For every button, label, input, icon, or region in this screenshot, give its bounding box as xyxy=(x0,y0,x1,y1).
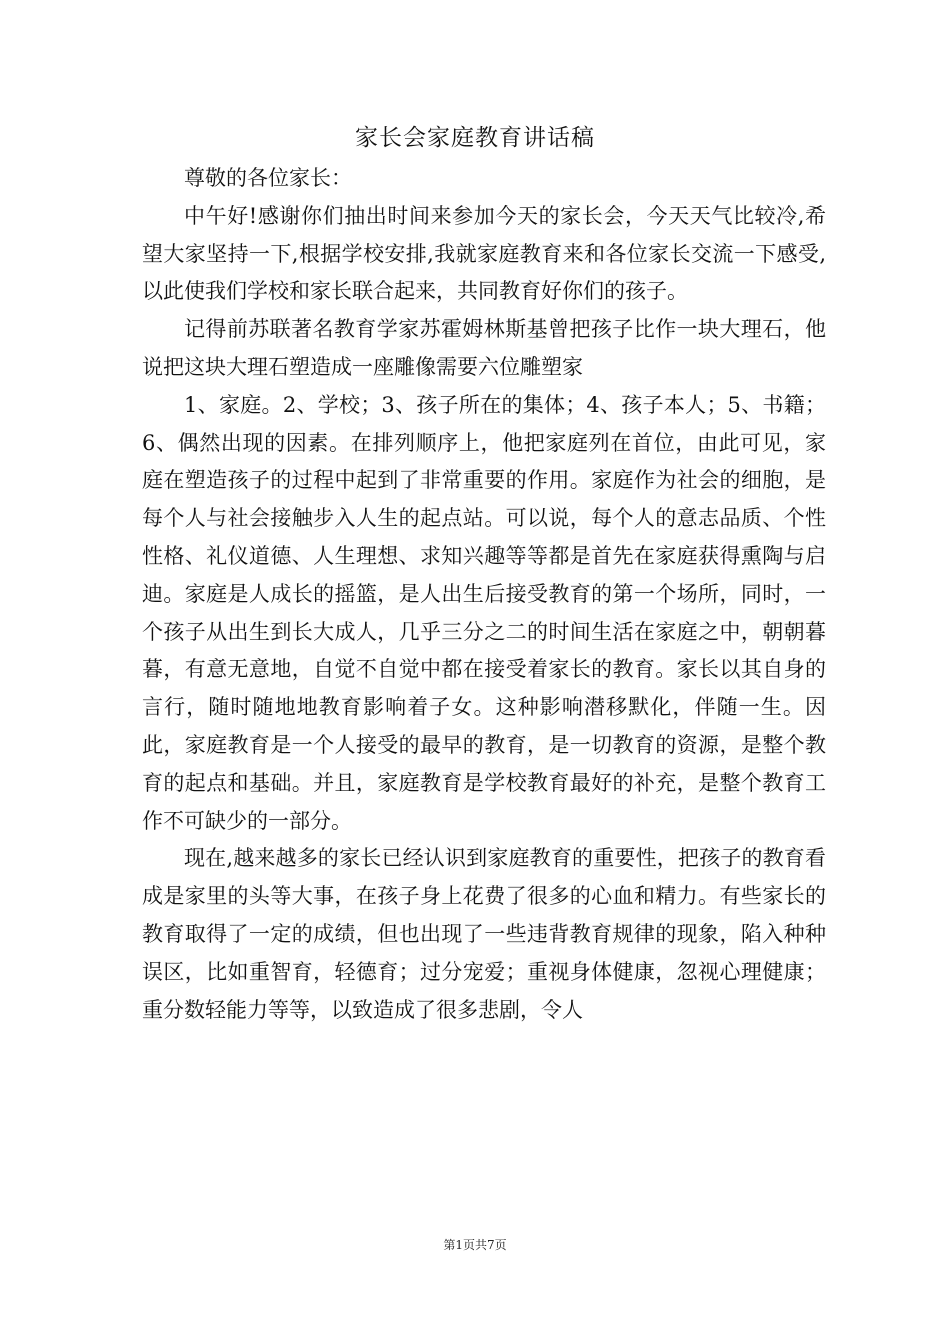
document-body xyxy=(142,160,826,1029)
salutation-paragraph: 尊敬的各位家长： xyxy=(184,166,352,190)
current-situation-paragraph: 现在,越来越多的家长已经认识到家庭教育的重要性，把孩子的教育看成是家里的头等大事，在孩子身上花费了很多的心血和精力。有些家长的教育取得了一定的成绩，但也出现了一些违背教育规律的现象，陷入种种误区，比如重智育，轻德育；过分宠爱；重视身体健康，忽视心理健康；重分数轻能力等等，以致造成了很多悲剧，令人 xyxy=(142,846,826,1022)
greeting-paragraph: 中午好!感谢你们抽出时间来参加今天的家长会，今天天气比较冷,希望大家坚持一下,根据学校安排,我就家庭教育来和各位家长交流一下感受,以此使我们学校和家长联合起来，共同教育好你们的孩子。 xyxy=(142,203,826,304)
document-title: 家长会家庭教育讲话稿 xyxy=(355,125,595,151)
quote-paragraph: 记得前苏联著名教育学家苏霍姆林斯基曾把孩子比作一块大理石，他说把这块大理石塑造成一座雕像需要六位雕塑家 xyxy=(142,317,826,379)
page-footer: 第1页共7页 xyxy=(443,1238,507,1252)
six-sculptors-paragraph: 1、家庭。2、学校；3、孩子所在的集体；4、孩子本人；5、书籍；6、偶然出现的因素。在排列顺序上，他把家庭列在首位，由此可见，家庭在塑造孩子的过程中起到了非常重要的作用。家庭作为社会的细胞，是每个人与社会接触步入人生的起点站。可以说，每个人的意志品质、个性性格、礼仪道德、人生理想、求知兴趣等等都是首先在家庭获得熏陶与启迪。家庭是人成长的摇篮，是人出生后接受教育的第一个场所，同时，一个孩子从出生到长大成人，几乎三分之二的时间生活在家庭之中，朝朝暮暮，有意无意地，自觉不自觉中都在接受着家长的教育。家长以其自身的言行，随时随地地教育影响着子女。这种影响潜移默化，伴随一生。因此，家庭教育是一个人接受的最早的教育，是一切教育的资源，是整个教育的起点和基础。并且，家庭教育是学校教育最好的补充，是整个教育工作不可缺少的一部分。 xyxy=(142,392,826,833)
